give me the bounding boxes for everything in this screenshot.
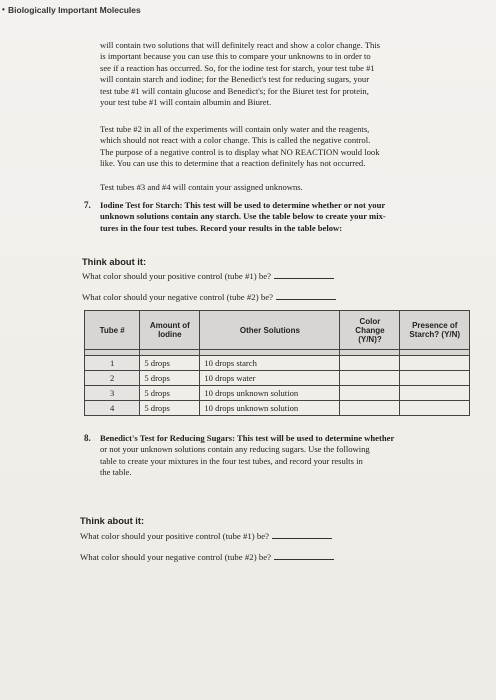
intro-line: your test tube #1 will contain albumin and Biuret.	[100, 97, 272, 108]
cell-other: 10 drops unknown solution	[200, 401, 340, 416]
positive-control-question-2	[80, 530, 332, 541]
question-text: What color should your negative control (tube #2) be?	[82, 292, 274, 302]
item-7-line: tures in the four test tubes. Record your results in the table below:	[100, 222, 343, 233]
answer-blank[interactable]	[274, 551, 334, 560]
cell-starch-presence[interactable]	[400, 386, 470, 401]
negative-line: like. You can use this to determine that a reaction definitely has not occurred.	[100, 158, 366, 169]
intro-line: will contain starch and iodine; for the Benedict's test for reducing sugars, your	[100, 74, 370, 85]
cell-color-change[interactable]	[340, 401, 400, 416]
item-7-line: unknown solutions contain any starch. Use the table below to create your mix-	[100, 211, 386, 222]
header-other: Other Solutions	[200, 311, 340, 350]
cell-tube: 3	[85, 386, 140, 401]
intro-paragraph	[100, 40, 460, 108]
item-8-paragraph	[100, 433, 475, 479]
intro-line: see if a reaction has occurred. So, for the iodine test for starch, your test tube #1	[100, 62, 375, 73]
cell-tube: 1	[85, 356, 140, 371]
cell-tube: 2	[85, 371, 140, 386]
positive-control-question	[82, 270, 334, 281]
table-row	[85, 356, 470, 371]
answer-blank[interactable]	[272, 530, 332, 539]
cell-amount: 5 drops	[140, 371, 200, 386]
item-7-number: 7.	[84, 200, 91, 210]
think-about-it-heading: Think about it:	[82, 257, 147, 267]
negative-control-paragraph	[100, 124, 470, 170]
table-row	[85, 386, 470, 401]
cell-color-change[interactable]	[340, 356, 400, 371]
table-row	[85, 371, 470, 386]
think-about-it-heading-2: Think about it:	[80, 516, 145, 526]
question-text: What color should your positive control (tube #1) be?	[82, 271, 272, 281]
header-starch: Presence of Starch? (Y/N)	[400, 311, 470, 350]
header-amount: Amount of Iodine	[140, 311, 200, 350]
cell-color-change[interactable]	[340, 371, 400, 386]
header-tube: Tube #	[85, 311, 140, 350]
cell-amount: 5 drops	[140, 356, 200, 371]
negative-line: Test tube #2 in all of the experiments will contain only water and the reagents,	[100, 124, 370, 134]
header-title: Biologically Important Molecules	[8, 5, 141, 15]
negative-line: The purpose of a negative control is to display what NO REACTION would look	[100, 146, 380, 157]
item-7-paragraph	[100, 200, 470, 234]
header-bullet: •	[2, 5, 5, 14]
cell-starch-presence[interactable]	[400, 356, 470, 371]
negative-line: which should not react with a color change. This is called the negative control.	[100, 135, 371, 146]
cell-starch-presence[interactable]	[400, 371, 470, 386]
cell-other: 10 drops unknown solution	[200, 386, 340, 401]
item-8-line: table to create your mixtures in the four test tubes, and record your results in	[100, 455, 363, 466]
unknowns-paragraph: Test tubes #3 and #4 will contain your assigned unknowns.	[100, 182, 303, 192]
question-text: What color should your positive control (tube #1) be?	[80, 531, 270, 541]
iodine-test-table	[84, 310, 470, 416]
table-row	[85, 401, 470, 416]
answer-blank[interactable]	[274, 270, 334, 279]
table-header-row	[85, 311, 470, 350]
cell-amount: 5 drops	[140, 401, 200, 416]
item-8-line-text: Benedict's Test for Reducing Sugars: This test will be used to determine whether	[100, 433, 395, 443]
header-color: Color Change (Y/N)?	[340, 311, 400, 350]
cell-other: 10 drops water	[200, 371, 340, 386]
page-header	[0, 0, 496, 20]
cell-amount: 5 drops	[140, 386, 200, 401]
intro-line: will contain two solutions that will definitely react and show a color change. This	[100, 40, 381, 50]
item-8-number: 8.	[84, 433, 91, 443]
cell-tube: 4	[85, 401, 140, 416]
negative-control-question	[82, 291, 336, 302]
cell-other: 10 drops starch	[200, 356, 340, 371]
intro-line: is important because you can use this to compare your unknowns to in order to	[100, 51, 371, 62]
cell-starch-presence[interactable]	[400, 401, 470, 416]
item-8-line	[100, 433, 475, 444]
cell-color-change[interactable]	[340, 386, 400, 401]
intro-line: test tube #1 will contain glucose and Benedict's; for the Biuret test for protein,	[100, 85, 369, 96]
item-8-line: or not your unknown solutions contain any reducing sugars. Use the following	[100, 444, 370, 455]
negative-control-question-2	[80, 551, 334, 562]
item-7-line: Iodine Test for Starch: This test will be used to determine whether or not your	[100, 200, 386, 210]
question-text: What color should your negative control (tube #2) be?	[80, 552, 272, 562]
item-8-line: the table.	[100, 467, 132, 478]
answer-blank[interactable]	[276, 291, 336, 300]
